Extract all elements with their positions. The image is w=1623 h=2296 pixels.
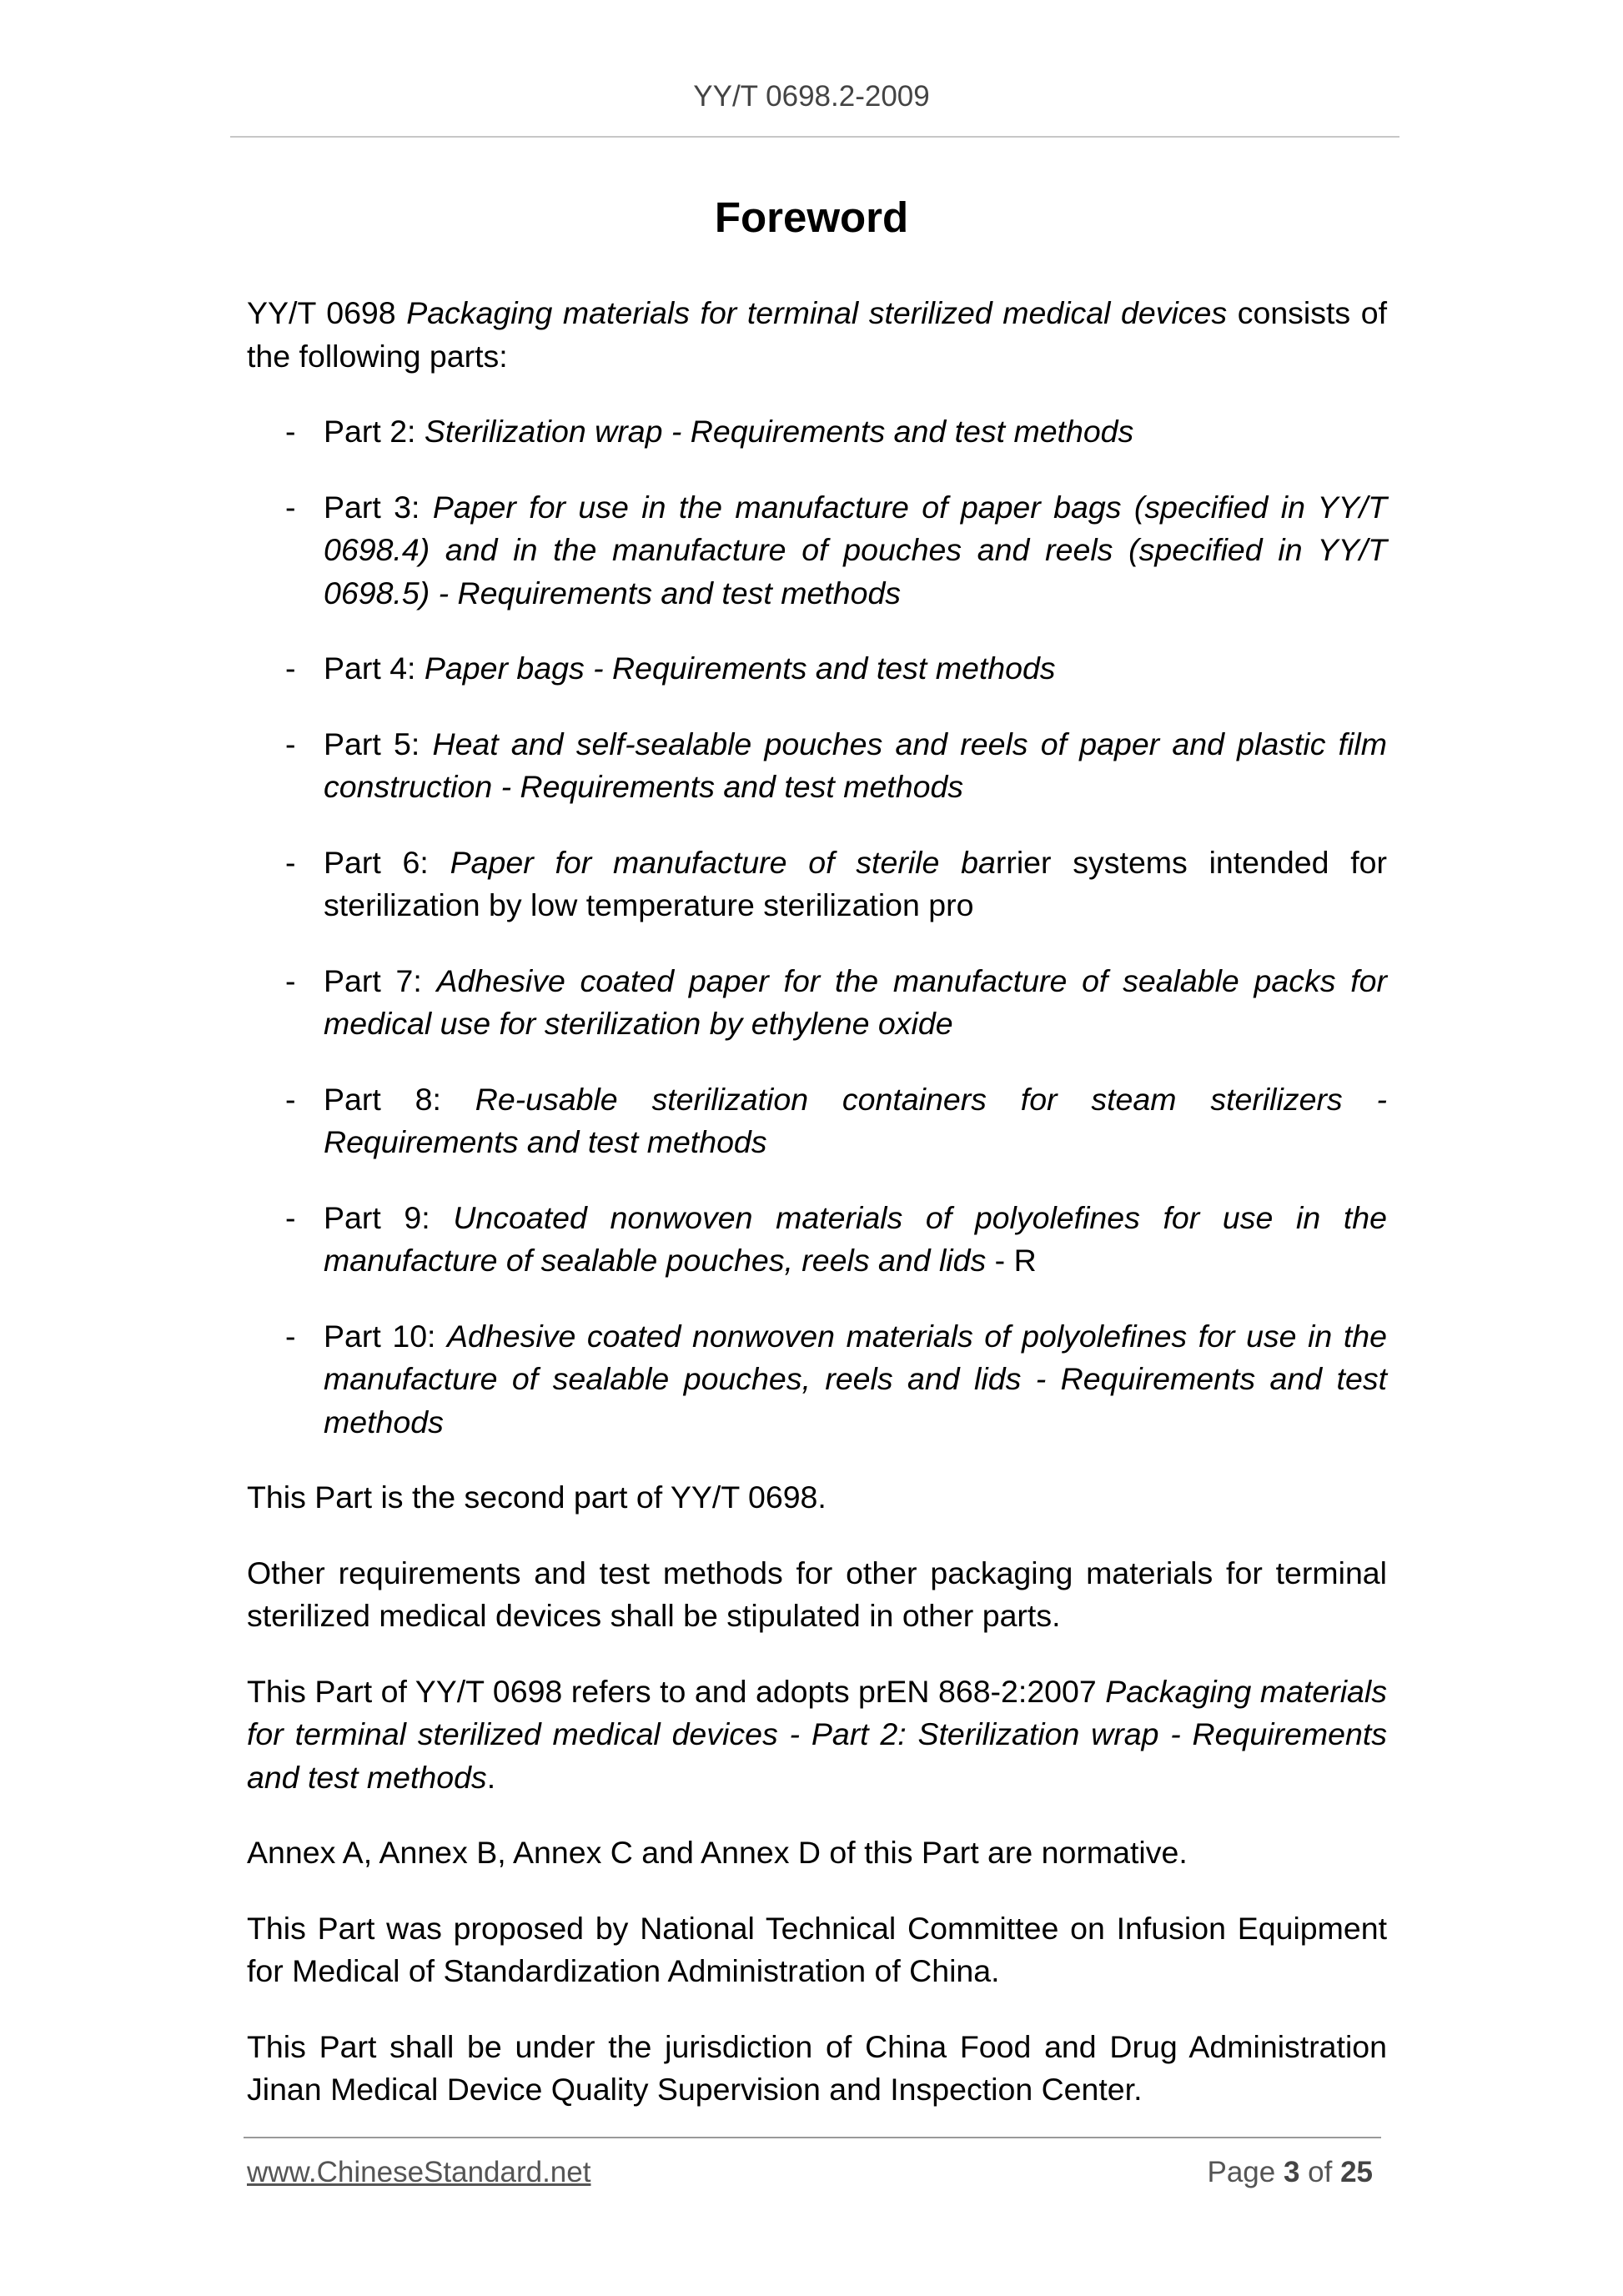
list-dash: - [285, 844, 296, 880]
list-dash: - [285, 489, 296, 525]
part-title: Adhesive coated paper for the manufacture of sealable packs for medical use for sterilization by ethylene oxide [324, 962, 1387, 1041]
list-dash: - [285, 726, 296, 761]
part-label: Part 3: [324, 489, 433, 525]
part-title: Heat and self-sealable pouches and reels of paper and plastic film construction - Requirements and test methods [324, 726, 1387, 804]
part-label: Part 4: [324, 651, 425, 686]
list-dash: - [285, 651, 296, 686]
page-number [1207, 2156, 1373, 2189]
part-label: Part 5: [324, 726, 433, 761]
page-title: Foreword [714, 193, 909, 241]
intro-prefix: YY/T 0698 [247, 295, 407, 330]
paragraph-annexes: Annex A, Annex B, Annex C and Annex D of this Part are normative. [247, 1835, 1188, 1870]
header-divider [230, 136, 1399, 138]
running-header: YY/T 0698.2-2009 [693, 80, 930, 113]
footer-website-link[interactable]: www.ChineseStandard.net [247, 2156, 591, 2188]
intro-paragraph [247, 292, 1387, 378]
page-total: 25 [1340, 2156, 1373, 2188]
adopts-title: Packaging materials for terminal sterilized medical devices - Part 2: Sterilization wrap - Requirements and test methods [247, 1673, 1387, 1795]
adopts-suffix: . [486, 1759, 496, 1795]
part-tail: - R [986, 1243, 1037, 1278]
page-current: 3 [1283, 2156, 1300, 2188]
intro-suffix: consists of the following parts: [247, 295, 1387, 374]
paragraph-jurisdiction: This Part shall be under the jurisdiction of China Food and Drug Administration Jinan Medical Device Quality Supervision and Inspection Center. [247, 2028, 1387, 2107]
list-item-part-8 [247, 1078, 1387, 1164]
list-dash: - [285, 1318, 296, 1354]
list-item-part-9 [247, 1197, 1387, 1283]
list-item-part-3 [247, 486, 1387, 615]
part-title: Paper for manufacture of sterile ba [450, 844, 996, 880]
list-dash: - [285, 1081, 296, 1117]
list-item-part-7 [247, 960, 1387, 1046]
intro-series-title: Packaging materials for terminal sterilized medical devices [406, 295, 1228, 330]
part-label: Part 6: [324, 844, 450, 880]
footer-divider [244, 2137, 1381, 2138]
page-prefix: Page [1207, 2156, 1284, 2188]
list-item-part-5 [247, 723, 1387, 809]
list-item-part-10 [247, 1315, 1387, 1444]
part-title: Sterilization wrap - Requirements and test methods [424, 414, 1134, 449]
part-tail: rrier systems intended for sterilization by low temperature sterilization pro [324, 844, 1388, 922]
parts-list [247, 410, 1387, 1444]
paragraph-proposed: This Part was proposed by National Technical Committee on Infusion Equipment for Medical of Standardization Administration of China. [247, 1910, 1387, 1988]
paragraph-second-part: This Part is the second part of YY/T 0698. [247, 1480, 827, 1515]
list-item-part-6 [247, 842, 1387, 927]
part-title: Adhesive coated nonwoven materials of polyolefines for use in the manufacture of sealable pouches, reels and lids - Requirements and test methods [324, 1318, 1387, 1439]
part-label: Part 7: [324, 962, 437, 998]
list-dash: - [285, 962, 296, 998]
part-title: Uncoated nonwoven materials of polyolefines for use in the manufacture of sealable pouches, reels and lids [324, 1199, 1387, 1278]
part-label: Part 8: [324, 1081, 475, 1117]
list-item-part-2 [247, 410, 1387, 454]
list-dash: - [285, 414, 296, 449]
part-title: Paper bags - Requirements and test methods [424, 651, 1056, 686]
part-title: Re-usable sterilization containers for steam sterilizers - Requirements and test methods [324, 1081, 1388, 1159]
page-of: of [1299, 2156, 1341, 2188]
part-title: Paper for use in the manufacture of paper bags (specified in YY/T 0698.4) and in the manufacture of pouches and reels (specified in YY/T 0698.5) - Requirements and test methods [324, 489, 1387, 610]
paragraph-other-requirements: Other requirements and test methods for other packaging materials for terminal sterilized medical devices shall be stipulated in other parts. [247, 1555, 1387, 1633]
part-label: Part 10: [324, 1318, 448, 1354]
paragraph-adopts [247, 1671, 1387, 1800]
document-body [247, 292, 1387, 2144]
part-label: Part 9: [324, 1199, 454, 1235]
part-label: Part 2: [324, 414, 425, 449]
list-item-part-4 [247, 647, 1387, 691]
adopts-prefix: This Part of YY/T 0698 refers to and adopts prEN 868-2:2007 [247, 1673, 1106, 1709]
list-dash: - [285, 1199, 296, 1235]
